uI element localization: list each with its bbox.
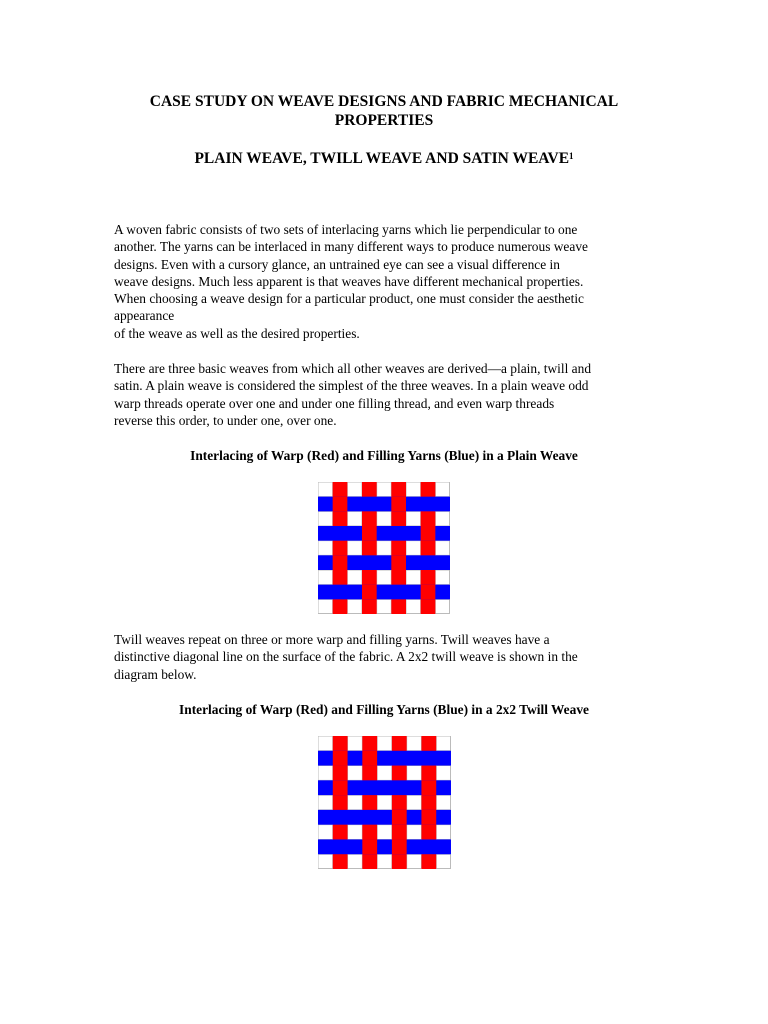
warp-over-crossing: [362, 839, 377, 854]
paragraph-line: weave designs. Much less apparent is that weaves have different mechanical properties.: [114, 273, 584, 289]
plain-weave-figure: [318, 482, 450, 614]
paragraph-line: appearance: [114, 308, 175, 324]
paragraph-line: When choosing a weave design for a particular product, one must consider the aesthetic: [114, 291, 584, 307]
warp-over-crossing: [362, 585, 377, 600]
paragraph-basic-weaves: [114, 360, 659, 429]
warp-over-crossing: [391, 555, 406, 570]
footnote-marker: 1: [569, 151, 574, 161]
paragraph-line: Twill weaves repeat on three or more warp and filling yarns. Twill weaves have a: [114, 632, 550, 647]
paragraph-twill: [114, 631, 659, 683]
twill-weave-diagram: [318, 736, 451, 869]
document-title: CASE STUDY ON WEAVE DESIGNS AND FABRIC MECHANICAL PROPERTIES: [149, 93, 619, 129]
warp-over-crossing: [333, 497, 348, 512]
warp-over-crossing: [421, 780, 436, 795]
paragraph-line: of the weave as well as the desired properties.: [114, 325, 360, 341]
paragraph-line: designs. Even with a cursory glance, an untrained eye can see a visual difference in: [114, 256, 560, 272]
twill-weave-figure: [318, 736, 451, 869]
warp-over-crossing: [333, 555, 348, 570]
warp-over-crossing: [392, 839, 407, 854]
warp-over-crossing: [392, 810, 407, 825]
paragraph-line: reverse this order, to under one, over one.: [114, 412, 337, 428]
warp-over-crossing: [391, 497, 406, 512]
plain-weave-diagram: [318, 482, 450, 614]
warp-over-crossing: [421, 585, 436, 600]
paragraph-line: A woven fabric consists of two sets of interlacing yarns which lie perpendicular to one: [114, 222, 578, 237]
warp-over-crossing: [421, 810, 436, 825]
paragraph-line: distinctive diagonal line on the surface of the fabric. A 2x2 twill weave is shown in the: [114, 649, 578, 665]
subtitle-text: PLAIN WEAVE, TWILL WEAVE AND SATIN WEAVE: [194, 150, 570, 167]
warp-over-crossing: [421, 526, 436, 541]
paragraph-line: diagram below.: [114, 666, 197, 682]
caption-twill-weave: Interlacing of Warp (Red) and Filling Yarns (Blue) in a 2x2 Twill Weave: [179, 702, 589, 717]
document-subtitle: [100, 149, 668, 168]
caption-plain-weave: Interlacing of Warp (Red) and Filling Yarns (Blue) in a Plain Weave: [190, 448, 578, 463]
warp-over-crossing: [362, 751, 377, 766]
paragraph-line: another. The yarns can be interlaced in many different ways to produce numerous weave: [114, 239, 588, 255]
paragraph-line: There are three basic weaves from which all other weaves are derived—a plain, twill and: [114, 361, 592, 376]
warp-over-crossing: [333, 751, 348, 766]
paragraph-woven-fabric: [114, 221, 659, 342]
warp-over-crossing: [333, 780, 348, 795]
paragraph-line: satin. A plain weave is considered the simplest of the three weaves. In a plain weave odd: [114, 378, 589, 394]
paragraph-line: warp threads operate over one and under one filling thread, and even warp threads: [114, 395, 555, 411]
filling-yarn: [318, 839, 451, 854]
warp-over-crossing: [362, 526, 377, 541]
